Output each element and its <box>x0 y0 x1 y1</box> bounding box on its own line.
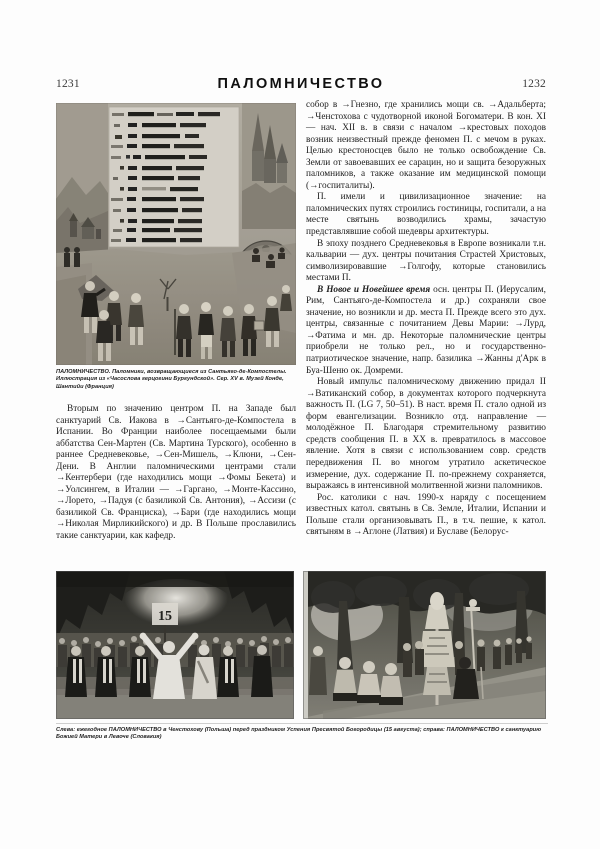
left-column <box>56 404 296 543</box>
folio-number-right: 1232 <box>522 78 546 90</box>
left-column-text <box>56 404 296 543</box>
paragraph: В эпоху позднего Средневековья в Европе возникали т.н. кальварии — дух. центры почитания Страстей Христовых, символизировавшие →Голгофу, которые становились местами П. <box>306 238 546 284</box>
right-column-text <box>306 100 546 539</box>
paragraph-with-lead <box>306 285 546 377</box>
caption-divider <box>56 723 548 724</box>
paragraph-lead-in: В Новое и Новейшее время <box>317 284 431 295</box>
photo-pilgrimage-levoca <box>303 571 546 719</box>
page-title: ПАЛОМНИЧЕСТВО <box>217 76 385 92</box>
right-column <box>306 100 546 539</box>
paragraph: Вторым по значению центром П. на Западе был санктуарий Св. Иакова в →Сантьяго-де-Компостела в Испании. Во Франции наиболее посещаемыми были аббатства Сен-Мартен (Св. Мартина Турского), особенно в раннее Средневековье, →Сен-Мишель, →Клюни, →Сен-Дени. В Англии паломническими центрами стали →Кентербери (где находились мощи →Фомы Бекета) и →Уолсингем, в Италии — →Гаргано, →Монте-Кассино, →Лорето, →Падуя (с базиликой Св. Антония), →Ассизи (с базиликой Св. Франциска), →Бари (где находились мощи →Николая Мирликийского) и др. В Польше прославились такие санктуарии, как кафедр. <box>56 404 296 542</box>
manuscript-illustration <box>56 103 296 365</box>
photo-pilgrimage-czestochowa <box>56 571 294 719</box>
paragraph-body: осн. центры П. (Иерусалим, Рим, Сантьяго-де-Компостела и др.) сохраняли свое значение, но возникли и др. места П. Прежде всего это дух. центры, связанные с почитанием Девы Марии: →Лурд, →Фатима и мн. др. Некоторые паломнические центры приобрели не только рел., но и государственно-патриотическое значение, напр. базилика →Жанны д'Арк в Буа-Шеню ок. Домреми. <box>306 284 546 376</box>
photos-caption: Слева: ежегодное ПАЛОМНИЧЕСТВО в Ченстохову (Польша) перед праздником Успения Пресвятой Богородицы (15 августа); справа: ПАЛОМНИЧЕСТВО к санктуарию Божией Матери в Левоче (Словакия) <box>56 727 542 741</box>
folio-number-left: 1231 <box>56 78 80 90</box>
paragraph: Новый импульс паломническому движению придал II →Ватиканский собор, в документах которого подчеркнута важность П. (LG 7, 50–51). В наст. время П. стало одной из форм евангелизации. Возникло отд. направление — молодёжное П. Благодаря стремительному развитию средств сообщения П. в XX в. превратилось в массовое явление. Хотя в связи с использованием совр. средств передвижения П. во многом утратило аскетическое измерение, дух. содержание П. по-прежнему сохраняется, выражаясь в интенсивной молитвенной жизни паломников. <box>306 377 546 492</box>
manuscript-illustration-artwork <box>56 103 296 365</box>
svg-text:15: 15 <box>158 609 172 624</box>
page-header <box>56 78 546 98</box>
manuscript-caption: ПАЛОМНИЧЕСТВО. Паломники, возвращающиеся из Сантьяго-де-Компостелы. Иллюстрация из «Часослова герцогини Бургундской». Сер. XV в. Музей Конде, Шантийи (Франция) <box>56 369 287 390</box>
photo-pilgrimage-levoca-artwork <box>303 571 546 719</box>
paragraph: Рос. католики с нач. 1990-х наряду с посещением известных катол. святынь в Св. Земле, Италии, Испании и Польше стали организовывать П., в т.ч. пешие, к катол. святыням в →Аглоне (Латвия) и Буславе (Белорус- <box>306 492 546 538</box>
paragraph: П. имели и цивилизационное значение: на паломнических путях строились гостиницы, госпитали, а на месте святынь возводились храмы, зачастую представлявшие собой шедевры архитектуры. <box>306 192 546 238</box>
paragraph: собор в →Гнезно, где хранились мощи св. →Адальберта; →Ченстохова с чудотворной иконой Богоматери. В кон. XI — нач. XII в. в связи с началом →крестовых походов возник неизвестный прежде феномен П. с мечом в руках. Целью крестоносцев было не только освобождение Св. Земли от завоевавших ее сарацин, но и защита безоружных паломников, а также оказание им медицинской помощи (→госпиталиты). <box>306 100 546 191</box>
photo-pilgrimage-czestochowa-artwork <box>56 571 294 719</box>
